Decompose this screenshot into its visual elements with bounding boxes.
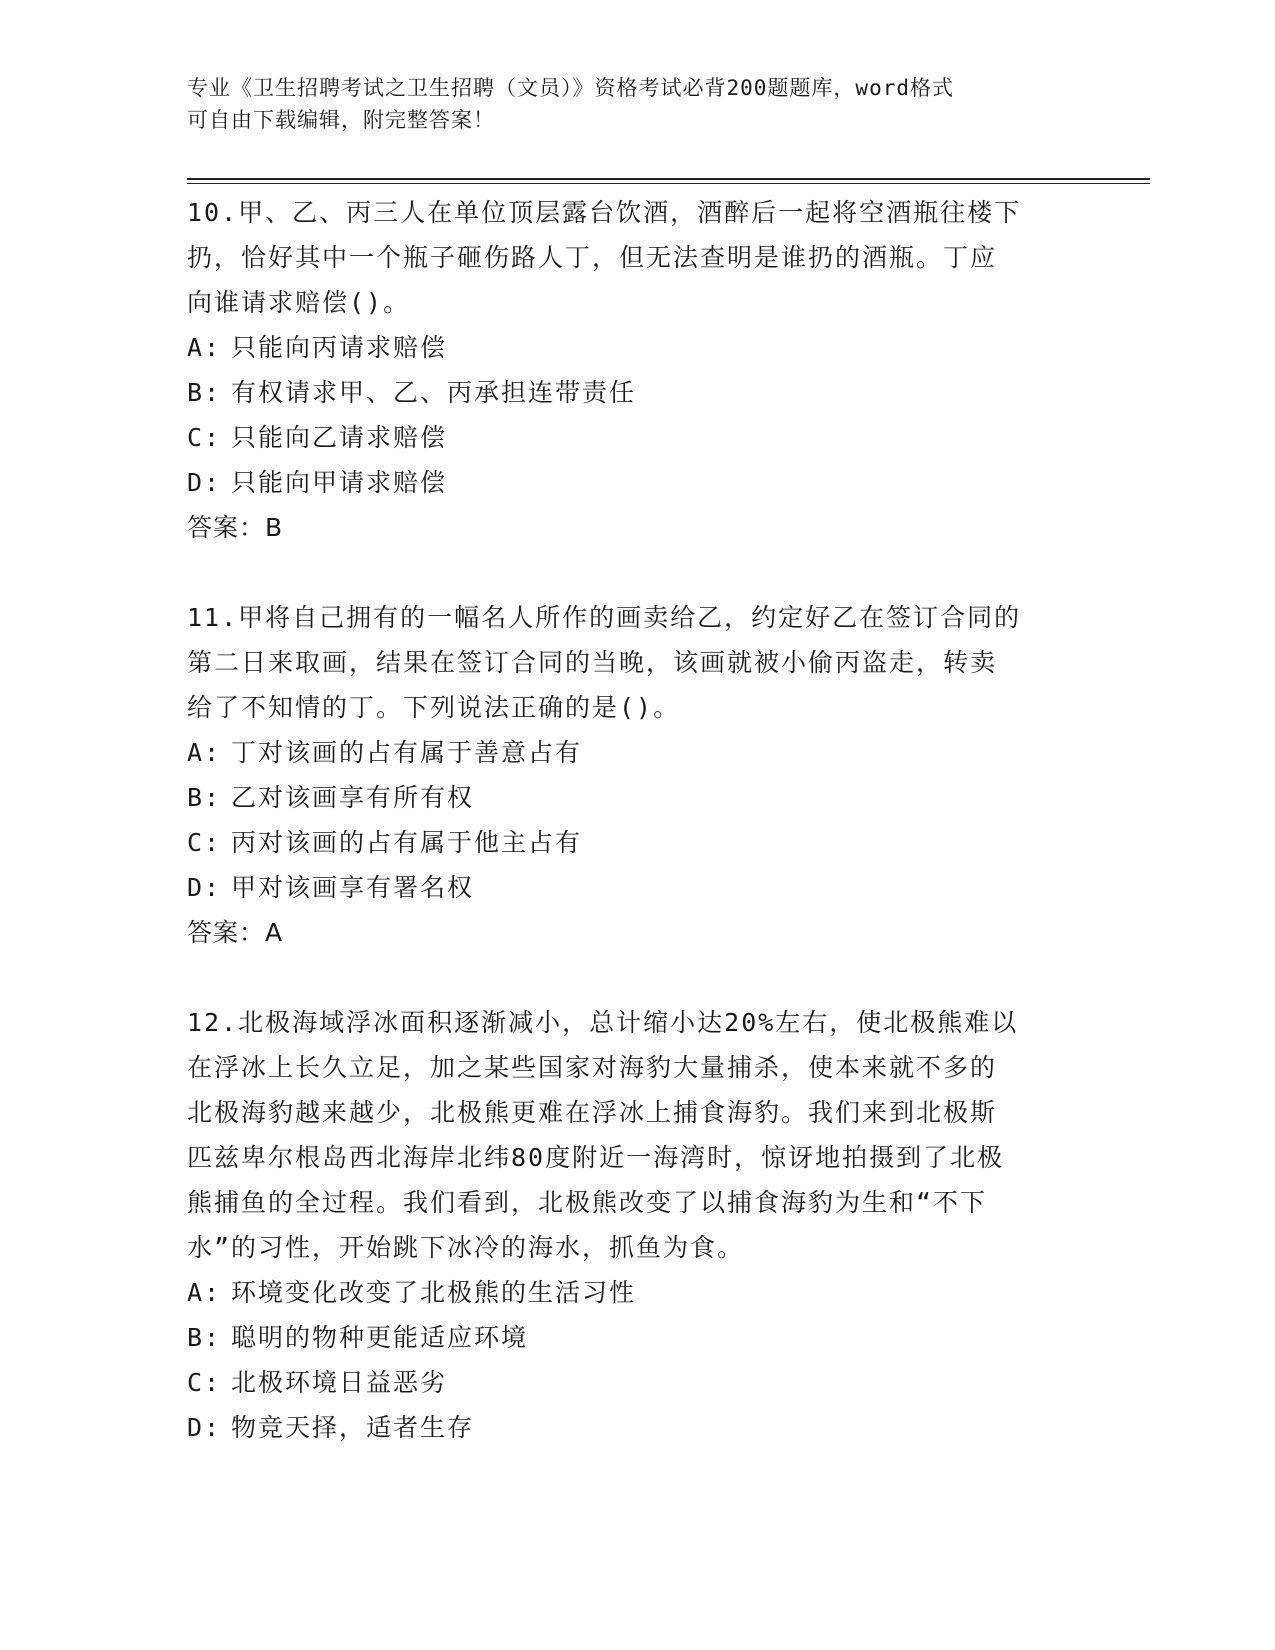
option-b <box>187 370 1087 415</box>
question-12 <box>187 1000 1087 1450</box>
option-b <box>187 775 1087 820</box>
header-line-1: 专业《卫生招聘考试之卫生招聘（文员）》资格考试必背200题题库，word格式 <box>187 76 954 100</box>
question-stem-line: 水”的习性，开始跳下冰冷的海水，抓鱼为食。 <box>187 1233 745 1262</box>
option-c <box>187 820 1087 865</box>
option-c <box>187 1360 1087 1405</box>
option-d <box>187 460 1087 505</box>
option-a <box>187 325 1087 370</box>
option-key: D: <box>187 468 222 497</box>
option-d <box>187 1405 1087 1450</box>
option-key: C: <box>187 423 222 452</box>
question-stem-line: 给了不知情的丁。下列说法正确的是()。 <box>187 693 681 722</box>
question-stem-line: 向谁请求赔偿()。 <box>187 288 411 317</box>
option-key: A: <box>187 1278 222 1307</box>
option-a <box>187 1270 1087 1315</box>
option-key: A: <box>187 333 222 362</box>
option-text: 只能向甲请求赔偿 <box>231 468 448 497</box>
option-key: D: <box>187 1413 222 1442</box>
option-key: C: <box>187 1368 222 1397</box>
option-text: 甲对该画享有署名权 <box>231 873 475 902</box>
option-key: B: <box>187 783 222 812</box>
question-stem-line: 第二日来取画，结果在签订合同的当晚，该画就被小偷丙盗走，转卖 <box>187 648 998 677</box>
option-key: B: <box>187 1323 222 1352</box>
question-stem-line: 在浮冰上长久立足，加之某些国家对海豹大量捕杀，使本来就不多的 <box>187 1053 998 1082</box>
question-11 <box>187 595 1087 955</box>
question-stem-line: 12.北极海域浮冰面积逐渐减小，总计缩小达20%左右，使北极熊难以 <box>187 1008 1019 1037</box>
option-text: 丁对该画的占有属于善意占有 <box>231 738 583 767</box>
option-a <box>187 730 1087 775</box>
question-list <box>187 190 1087 1495</box>
option-text: 有权请求甲、乙、丙承担连带责任 <box>231 378 637 407</box>
option-text: 聪明的物种更能适应环境 <box>231 1323 529 1352</box>
option-text: 只能向丙请求赔偿 <box>231 333 448 362</box>
question-stem-line: 熊捕鱼的全过程。我们看到，北极熊改变了以捕食海豹为生和“不下 <box>187 1188 988 1217</box>
option-key: C: <box>187 828 222 857</box>
question-10 <box>187 190 1087 550</box>
option-text: 物竞天择，适者生存 <box>231 1413 475 1442</box>
question-stem-line: 扔，恰好其中一个瓶子砸伤路人丁，但无法查明是谁扔的酒瓶。丁应 <box>187 243 998 272</box>
question-stem-line: 匹兹卑尔根岛西北海岸北纬80度附近一海湾时，惊讶地拍摄到了北极 <box>187 1143 1005 1172</box>
option-text: 环境变化改变了北极熊的生活习性 <box>231 1278 637 1307</box>
question-stem-line: 北极海豹越来越少，北极熊更难在浮冰上捕食海豹。我们来到北极斯 <box>187 1098 998 1127</box>
answer-line: 答案：B <box>187 513 284 542</box>
option-key: D: <box>187 873 222 902</box>
question-stem-line: 11.甲将自己拥有的一幅名人所作的画卖给乙，约定好乙在签订合同的 <box>187 603 1022 632</box>
option-d <box>187 865 1087 910</box>
option-text: 北极环境日益恶劣 <box>231 1368 448 1397</box>
header-divider-thin <box>187 183 1150 184</box>
answer-line: 答案：A <box>187 918 284 947</box>
option-b <box>187 1315 1087 1360</box>
option-key: A: <box>187 738 222 767</box>
header-divider-thick <box>187 178 1150 180</box>
header-line-2: 可自由下载编辑，附完整答案！ <box>187 108 495 132</box>
question-stem-line: 10.甲、乙、丙三人在单位顶层露台饮酒，酒醉后一起将空酒瓶往楼下 <box>187 198 1022 227</box>
option-text: 丙对该画的占有属于他主占有 <box>231 828 583 857</box>
document-header <box>187 72 1067 136</box>
option-c <box>187 415 1087 460</box>
option-key: B: <box>187 378 222 407</box>
option-text: 乙对该画享有所有权 <box>231 783 475 812</box>
option-text: 只能向乙请求赔偿 <box>231 423 448 452</box>
